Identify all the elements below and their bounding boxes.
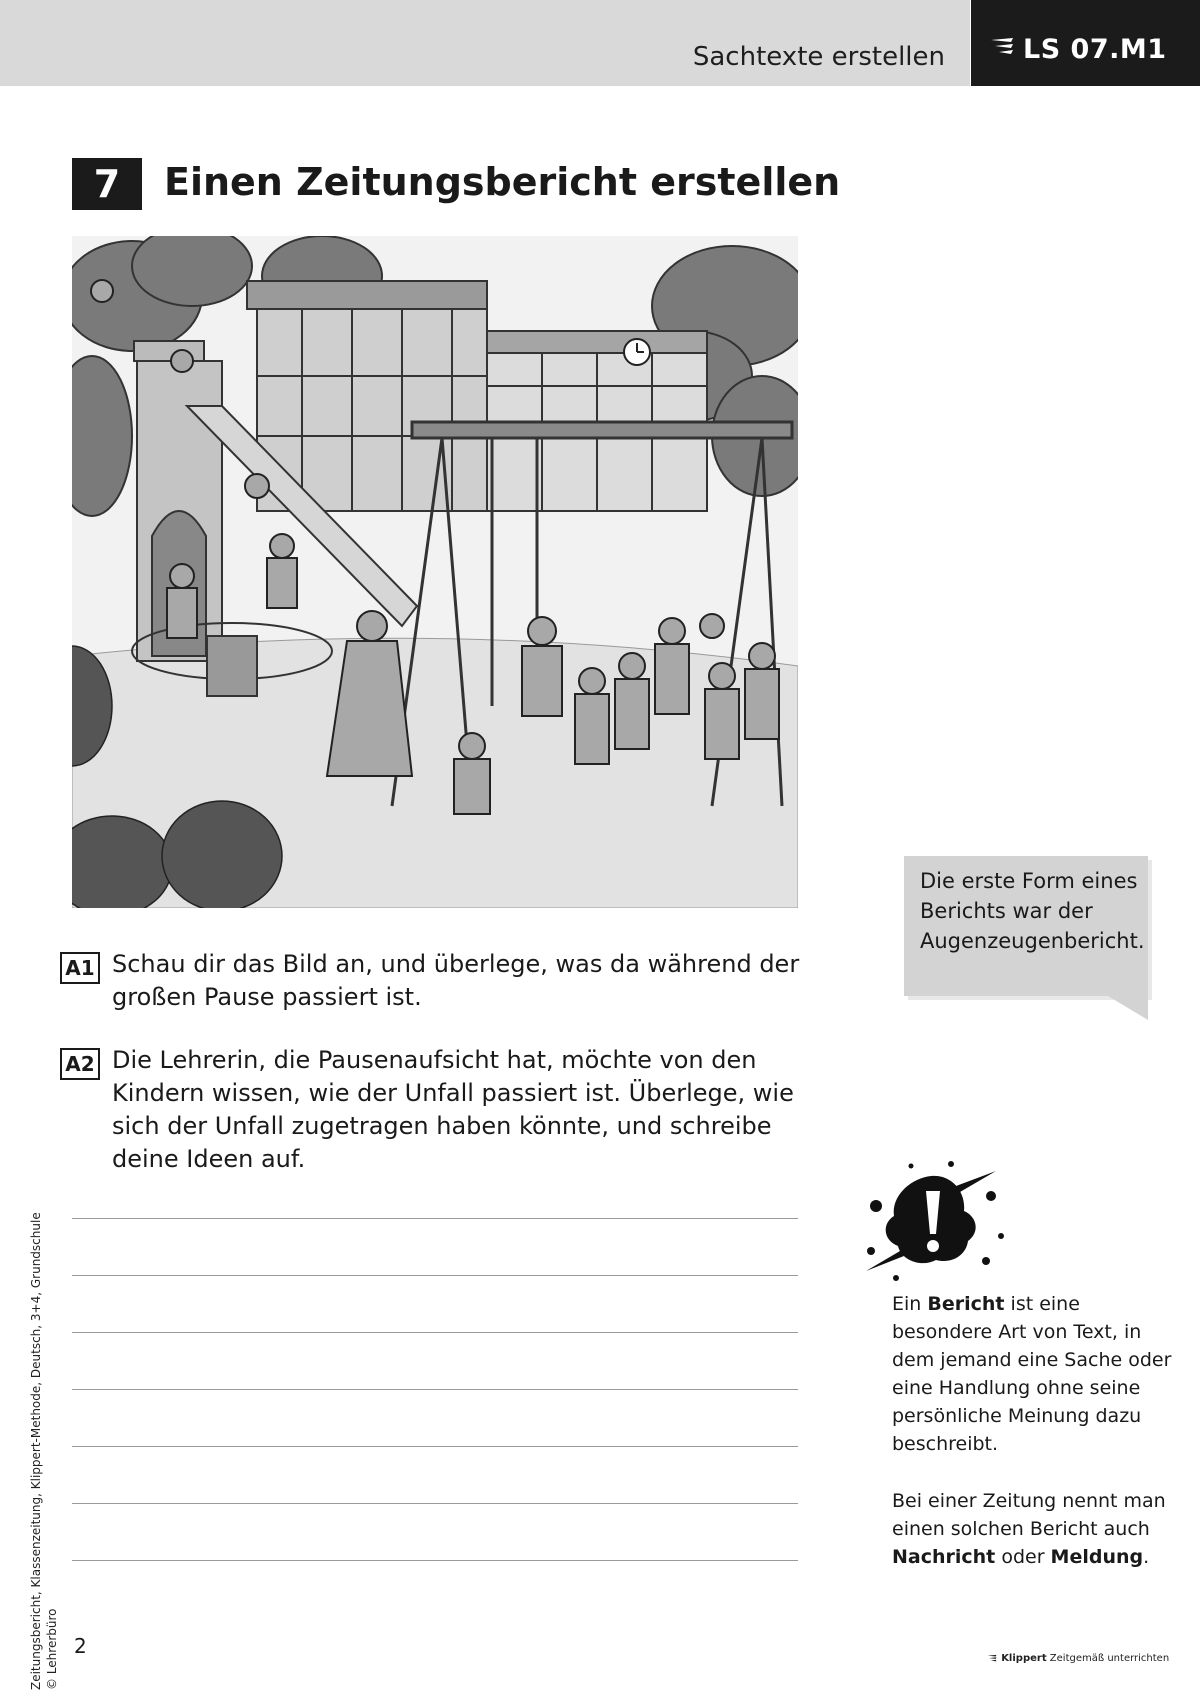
task-text: Schau dir das Bild an, und überlege, was da während der großen Pause passiert ist. — [112, 950, 800, 1011]
task-a2 — [60, 1044, 800, 1176]
definition-text: Bei einer Zeitung nennt man einen solchen Bericht auch — [892, 1490, 1166, 1540]
definition-text: Ein — [892, 1293, 928, 1315]
definition-term: Nachricht — [892, 1546, 996, 1568]
definition-zeitung — [892, 1487, 1182, 1571]
writing-line[interactable] — [72, 1218, 798, 1219]
definition-text: oder — [995, 1546, 1051, 1568]
playground-illustration — [72, 236, 798, 908]
writing-line[interactable] — [72, 1446, 798, 1447]
header-code-box — [971, 0, 1200, 86]
copyright: © Lehrerbüro — [45, 1608, 59, 1690]
brand-name: Klippert — [1001, 1653, 1047, 1664]
writing-line[interactable] — [72, 1503, 798, 1504]
writing-line[interactable] — [72, 1275, 798, 1276]
definition-bericht — [892, 1290, 1182, 1458]
info-box-tail — [1108, 996, 1148, 1020]
definition-term: Bericht — [927, 1293, 1005, 1315]
definition-text: . — [1143, 1546, 1150, 1568]
side-footer — [28, 1212, 60, 1690]
header-code: LS 07.M1 — [1023, 34, 1167, 65]
info-box — [904, 856, 1148, 996]
brand-tagline: Zeitgemäß unterrichten — [1049, 1653, 1170, 1664]
page-number: 2 — [74, 1634, 87, 1658]
definition-term: Meldung — [1050, 1546, 1144, 1568]
task-text: Die Lehrerin, die Pausenaufsicht hat, möchte von den Kindern wissen, wie der Unfall passiert ist. Überlege, wie sich der Unfall zugetragen haben könnte, und schreibe deine Ideen auf. — [112, 1046, 794, 1173]
task-label: A2 — [60, 1048, 100, 1080]
writing-line[interactable] — [72, 1332, 798, 1333]
page-title: Einen Zeitungsbericht erstellen — [164, 160, 841, 204]
side-footer-line: Zeitungsbericht, Klassenzeitung, Klippert-Methode, Deutsch, 3+4, Grundschule — [29, 1212, 43, 1690]
clock-icon — [624, 339, 650, 365]
header-section-title: Sachtexte erstellen — [692, 42, 945, 72]
writing-line[interactable] — [72, 1389, 798, 1390]
exclamation-splat-icon — [856, 1156, 1006, 1286]
task-label: A1 — [60, 952, 100, 984]
klippert-logo-icon — [989, 36, 1015, 58]
task-a1 — [60, 948, 800, 1014]
footer-brand — [986, 1653, 1169, 1664]
chapter-number: 7 — [72, 158, 142, 210]
writing-line[interactable] — [72, 1560, 798, 1561]
definition-text: ist eine besondere Art von Text, in dem jemand eine Sache oder eine Handlung ohne seine persönliche Meinung dazu beschreibt. — [892, 1293, 1172, 1455]
klippert-logo-icon — [986, 1654, 998, 1663]
info-box-text: Die erste Form eines Berichts war der Augenzeugenbericht. — [920, 869, 1145, 953]
